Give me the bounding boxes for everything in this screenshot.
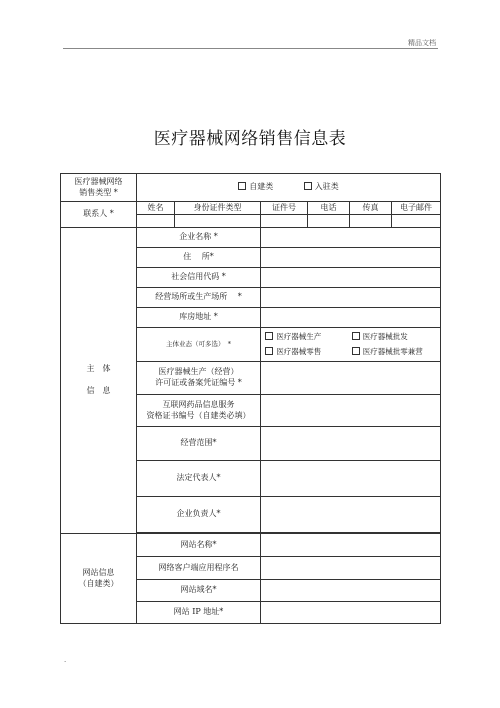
sales-type-row [61,174,441,202]
domain-label: 网站域名* [137,580,261,602]
info-form-table [60,173,441,624]
option-retail[interactable]: 医疗器械零售 [265,347,349,357]
business-form-options [261,328,441,362]
warehouse-field[interactable] [261,308,441,328]
checkbox-icon[interactable] [265,332,273,340]
address-field[interactable] [261,248,441,268]
option-production[interactable]: 医疗器械生产 [265,332,349,342]
principal-label: 企业负责人* [137,497,261,533]
company-name-field[interactable] [261,228,441,248]
contact-col-phone: 电话 [308,202,350,215]
contact-col-name: 姓名 [137,202,175,215]
checkbox-icon[interactable] [238,182,246,190]
option-wholesale[interactable]: 医疗器械批发 [352,332,436,342]
contact-label: 联系人 * [61,202,137,228]
checkbox-icon[interactable] [352,347,360,355]
internet-cert-label: 互联网药品信息服务 资格证书编号（自建类必填） [137,395,261,427]
footer-mark: . [64,656,67,664]
contact-header-row [61,202,441,215]
company-name-label: 企业名称 * [137,228,261,248]
website-section-label: 网站信息 （自建类） [61,534,137,624]
principal-field[interactable] [261,497,441,533]
license-field[interactable] [261,362,441,395]
header-text: 精品文档 [408,39,436,47]
ip-label: 网站 IP 地址* [137,602,261,624]
page-title: 医疗器械网络销售信息表 [153,129,347,149]
contact-col-email: 电子邮件 [392,202,441,215]
address-label: 住 所* [137,248,261,268]
credit-code-field[interactable] [261,268,441,288]
contact-col-fax: 传真 [350,202,392,215]
legal-rep-field[interactable] [261,461,441,497]
business-place-field[interactable] [261,288,441,308]
app-name-field[interactable] [261,557,441,580]
credit-code-label: 社会信用代码 * [137,268,261,288]
contact-id-number-field[interactable] [261,215,308,228]
business-scope-label: 经营范围* [137,427,261,461]
site-name-label: 网站名称* [137,534,261,557]
internet-cert-field[interactable] [261,395,441,427]
app-name-label: 网络客户端应用程序名 [137,557,261,580]
checkbox-icon[interactable] [265,347,273,355]
site-name-field[interactable] [261,534,441,557]
ip-field[interactable] [261,602,441,624]
business-place-label: 经营场所或生产场所 * [137,288,261,308]
sales-type-label: 医疗器械网络 销售类型 * [61,174,137,202]
contact-name-field[interactable] [137,215,175,228]
website-row-name [61,534,441,557]
checkbox-icon[interactable] [304,182,312,190]
entity-section-label: 主 体 信 息 [61,228,137,534]
license-label: 医疗器械生产（经营） 许可证或备案凭证编号 * [137,362,261,395]
legal-rep-label: 法定代表人* [137,461,261,497]
sales-type-options [137,174,441,202]
contact-col-id-number: 证件号 [261,202,308,215]
business-form-label: 主体业态（可多选） * [137,328,261,362]
option-wholesale-retail[interactable]: 医疗器械批零兼营 [352,347,436,357]
header-rule [63,48,438,49]
contact-col-id-type: 身份证件类型 [175,202,261,215]
checkbox-icon[interactable] [352,332,360,340]
contact-id-type-field[interactable] [175,215,261,228]
contact-fax-field[interactable] [350,215,392,228]
contact-email-field[interactable] [392,215,441,228]
contact-phone-field[interactable] [308,215,350,228]
option-self-built[interactable]: 自建类 [238,182,273,193]
warehouse-label: 库房地址 * [137,308,261,328]
domain-field[interactable] [261,580,441,602]
option-settled[interactable]: 入驻类 [304,182,339,193]
entity-row-company [61,228,441,248]
business-scope-field[interactable] [261,427,441,461]
